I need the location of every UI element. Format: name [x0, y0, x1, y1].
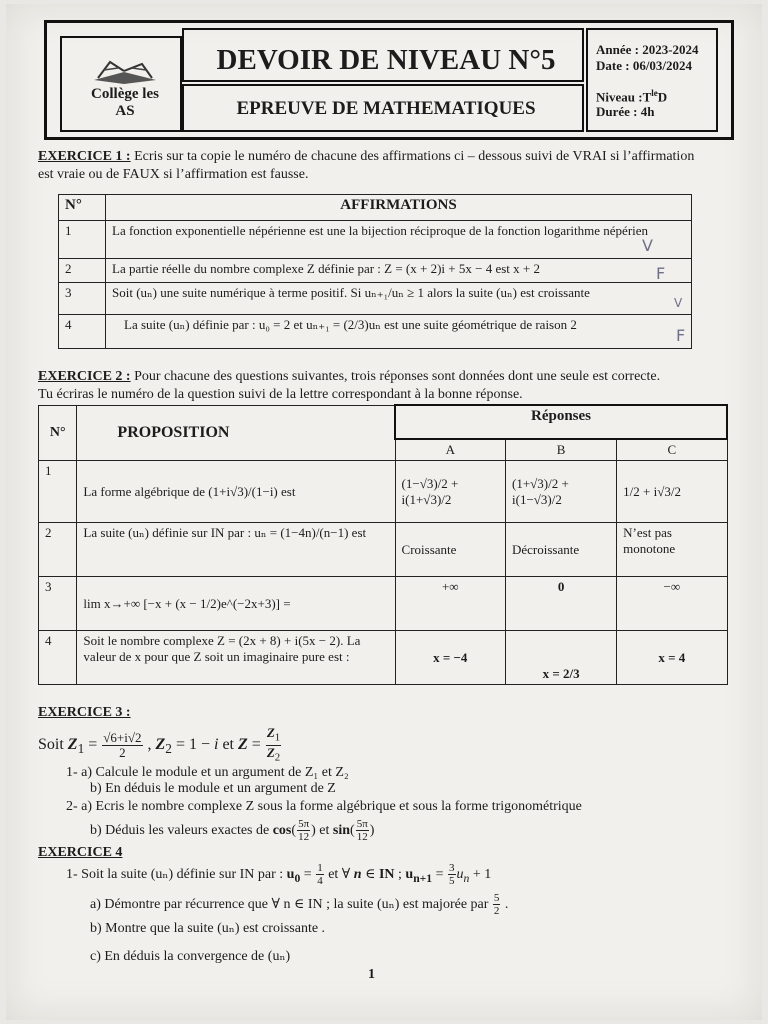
ex3-q1b: b) En déduis le module et un argument de Z: [90, 781, 336, 796]
college-logo-icon: [90, 58, 160, 86]
ex2-answer-c: x = 4: [617, 631, 727, 685]
ex1-row-num: 1: [59, 221, 106, 259]
ex1-col-num: N°: [59, 195, 106, 221]
exam-duration: Durée : 4h: [596, 104, 655, 119]
exam-sheet: [6, 4, 762, 1020]
school-year: Année : 2023-2024: [596, 42, 699, 57]
ex2-answer-a: x = −4: [395, 631, 505, 685]
ex3-q2-num: 2-: [66, 799, 78, 814]
ex3-sin: sin: [332, 823, 351, 838]
ex4-q1b: b) Montre que la suite (uₙ) est croissante .: [90, 921, 326, 936]
ex3-q2b-and: et: [319, 823, 330, 838]
ex2-col-a: A: [395, 439, 505, 461]
ex1-row-text: La suite (uₙ) définie par : u₀ = 2 et uₙ₊₁ = (2/3)uₙ est une suite géométrique de raison 2: [106, 315, 692, 349]
page-number: 1: [368, 967, 375, 982]
ex3-title: [38, 704, 131, 722]
ex2-answer-a: (1−√3)/2 + i(1+√3)/2: [395, 461, 505, 523]
ex3-q1-num: 1-: [66, 765, 78, 780]
handwritten-mark: V: [642, 236, 653, 255]
ex3-definitions: Soit $Z_1$ = $\frac{√6+i√2}{2}$ , $Z_2 = 1 - i$ et Z = $\frac{Z_1}{Z_2}$: [38, 725, 281, 764]
ex3-soit: Soit: [38, 735, 64, 753]
ex2-title: EXERCICE 2 :: [38, 369, 131, 384]
ex1-row-num: 2: [59, 259, 106, 283]
ex2-answer-c: N’est pas monotone: [617, 523, 727, 577]
exam-title: DEVOIR DE NIVEAU N°5: [216, 44, 556, 76]
ex1-row-num: 3: [59, 283, 106, 315]
ex2-col-b: B: [506, 439, 617, 461]
ex2-answer-a: Croissante: [395, 523, 505, 577]
ex1-row-num: 4: [59, 315, 106, 349]
ex2-col-proposition: PROPOSITION: [77, 405, 395, 461]
ex2-row-num: 3: [39, 577, 77, 631]
ex4-q1c: c) En déduis la convergence de (uₙ): [90, 949, 291, 964]
ex1-row-text: La partie réelle du nombre complexe Z définie par : Z = (x + 2)i + 5x − 4 est x + 2: [106, 259, 692, 283]
ex3-q2b-text: b) Déduis les valeurs exactes de: [90, 823, 270, 838]
exam-subtitle: EPREUVE DE MATHEMATIQUES: [236, 98, 536, 119]
ex2-row-prop: La suite (uₙ) définie sur IN par : uₙ = (1−4n)/(n−1) est: [77, 523, 395, 577]
ex3-q2: [66, 798, 582, 816]
ex1-row-text: Soit (uₙ) une suite numérique à terme positif. Si uₙ₊₁/uₙ ≥ 1 alors la suite (uₙ) est croissante: [106, 283, 692, 315]
ex1-intro: [38, 148, 698, 184]
table-row: [39, 577, 728, 631]
handwritten-mark: V: [674, 296, 683, 310]
ex4-q1a-text: a) Démontre par récurrence que ∀ n ∈ IN ; la suite (uₙ) est majorée par: [90, 897, 489, 912]
ex2-instructions: Pour chacune des questions suivantes, trois réponses sont données dont une seule est correcte. Tu écriras le numéro de la question suivi de la lettre correspondant à la bonne réponse.: [38, 369, 661, 402]
ex2-answer-c: −∞: [617, 577, 727, 631]
ex1-instructions: Ecris sur ta copie le numéro de chacune des affirmations ci – dessous suivi de VRAI si l’affirmation est vraie ou de FAUX si l’affirmation est fausse.: [38, 149, 695, 182]
ex2-row-num: 1: [39, 461, 77, 523]
ex2-answer-b: (1+√3)/2 + i(1−√3)/2: [506, 461, 617, 523]
ex2-table: [38, 404, 728, 685]
ex2-row-prop: La forme algébrique de (1+i√3)/(1−i) est: [77, 461, 395, 523]
ex1-col-affirmations: AFFIRMATIONS: [106, 195, 692, 221]
ex4-q1: 1- Soit la suite (uₙ) définie sur IN par : $u_0$ = $\frac{1}{4}$ et ∀ n ∈ IN ; $u_{n+1}$ = $\frac{3}{5}$ $u_n + 1$: [66, 862, 492, 888]
handwritten-mark: F: [676, 326, 686, 345]
ex2-intro: [38, 368, 678, 404]
ex1-row-text: La fonction exponentielle népérienne est une la bijection réciproque de la fonction logarithme népérien: [106, 221, 692, 259]
table-row: [59, 221, 692, 259]
table-row: [39, 523, 728, 577]
ex2-answer-c: 1/2 + i√3/2: [617, 461, 727, 523]
ex2-row-num: 2: [39, 523, 77, 577]
ex2-answer-a: +∞: [395, 577, 505, 631]
table-row: [39, 461, 728, 523]
ex4-q1a: a) Démontre par récurrence que ∀ n ∈ IN ; la suite (uₙ) est majorée par $\frac{5}{2}$ .: [90, 892, 509, 918]
ex4-title-text: EXERCICE 4: [38, 845, 123, 860]
ex2-answer-b: Décroissante: [506, 523, 617, 577]
ex2-answer-b: x = 2/3: [506, 631, 617, 685]
ex3-cos: cos: [272, 823, 292, 838]
ex2-row-prop: lim x→+∞ [−x + (x − 1/2)e^(−2x+3)] =: [77, 577, 395, 631]
ex2-row-num: 4: [39, 631, 77, 685]
table-row: [59, 259, 692, 283]
ex1-table: [58, 194, 692, 349]
table-row: [59, 315, 692, 349]
ex3-title-text: EXERCICE 3 :: [38, 705, 131, 720]
ex4-title: [38, 844, 122, 862]
exam-date: Date : 06/03/2024: [596, 58, 693, 73]
ex2-answer-b: 0: [506, 577, 617, 631]
class-level: Niveau $:T^{le}D$: [596, 88, 668, 105]
college-name: Collège les AS: [91, 86, 159, 119]
ex4-q1-text: 1- Soit la suite (uₙ) définie sur IN par :: [66, 867, 284, 882]
table-row: [39, 631, 728, 685]
ex1-title: EXERCICE 1 :: [38, 149, 131, 164]
ex2-row-prop: Soit le nombre complexe Z = (2x + 8) + i(5x − 2). La valeur de x pour que Z soit un imaginaire pure est :: [77, 631, 395, 685]
ex2-col-c: C: [617, 439, 727, 461]
ex3-q1a: a) Calcule le module et un argument de Z₁ et Z₂: [81, 765, 349, 780]
ex2-col-reponses: Réponses: [395, 405, 727, 439]
ex3-q2a: a) Ecris le nombre complexe Z sous la forme algébrique et sous la forme trigonométrique: [81, 799, 582, 814]
ex3-q2b: b) Déduis les valeurs exactes de cos( $\frac{5\pi}{12}$ ) et sin( $\frac{5\pi}{12}$ ): [90, 818, 375, 844]
handwritten-mark: F: [656, 264, 666, 283]
table-row: [59, 283, 692, 315]
ex2-col-num: N°: [39, 405, 77, 461]
